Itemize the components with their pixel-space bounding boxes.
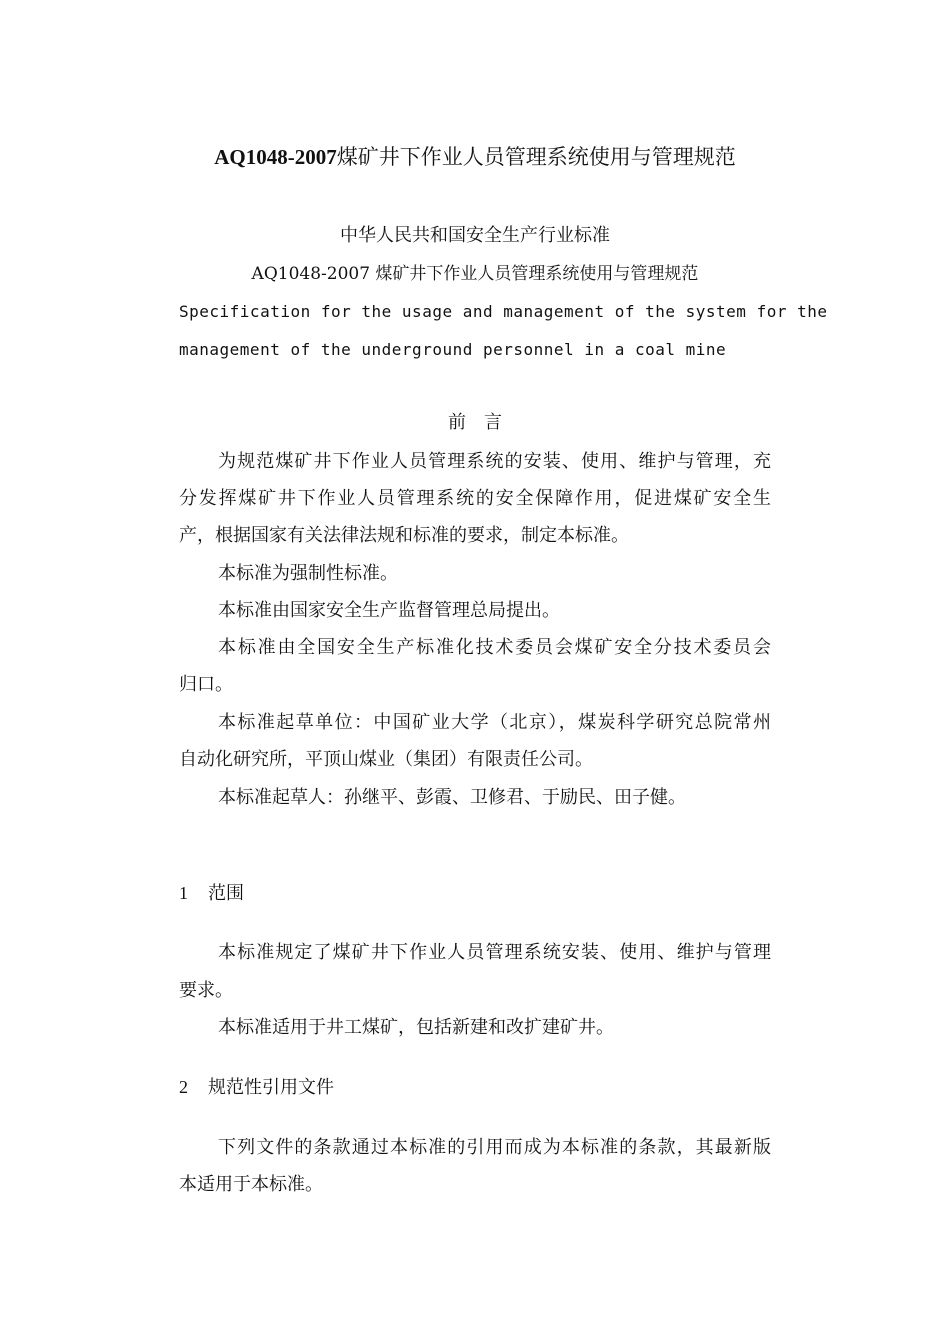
- section-1-heading: [179, 881, 244, 906]
- foreword-paragraph-5-line-2: 自动化研究所，平顶山煤业（集团）有限责任公司。: [179, 749, 593, 770]
- foreword-paragraph-4-line-2: 归口。: [179, 674, 233, 695]
- foreword-paragraph-1-line-1: 为规范煤矿井下作业人员管理系统的安装、使用、维护与管理，充: [218, 451, 771, 472]
- section-2-heading: [179, 1075, 334, 1100]
- english-title-line-2: management of the underground personnel in a coal mine: [179, 340, 727, 359]
- foreword-paragraph-3: 本标准由国家安全生产监督管理总局提出。: [218, 600, 560, 621]
- foreword-paragraph-5-line-1: 本标准起草单位：中国矿业大学（北京），煤炭科学研究总院常州: [218, 712, 771, 733]
- section-1-number: 1: [179, 883, 188, 903]
- english-title-line-1: Specification for the usage and management of the system for the: [179, 302, 828, 321]
- standard-title: AQ1048-2007 煤矿井下作业人员管理系统使用与管理规范: [251, 264, 699, 284]
- section-2-title: 规范性引用文件: [208, 1077, 334, 1098]
- foreword-paragraph-2: 本标准为强制性标准。: [218, 563, 398, 584]
- section-2-paragraph-1-line-2: 本适用于本标准。: [179, 1174, 323, 1195]
- title-text: 煤矿井下作业人员管理系统使用与管理规范: [336, 145, 736, 169]
- foreword-paragraph-1-line-2: 分发挥煤矿井下作业人员管理系统的安全保障作用，促进煤矿安全生: [179, 488, 771, 509]
- foreword-paragraph-6: 本标准起草人：孙继平、彭霞、卫修君、于励民、田子健。: [218, 787, 686, 808]
- section-1-paragraph-2: 本标准适用于井工煤矿，包括新建和改扩建矿井。: [218, 1017, 614, 1038]
- section-1-paragraph-1-line-1: 本标准规定了煤矿井下作业人员管理系统安装、使用、维护与管理: [218, 942, 771, 963]
- section-1-paragraph-1-line-2: 要求。: [179, 980, 233, 1001]
- standard-category: 中华人民共和国安全生产行业标准: [340, 225, 610, 246]
- section-1-title: 范围: [208, 883, 244, 904]
- title-standard-code: AQ1048-2007: [214, 145, 337, 169]
- foreword-heading: 前言: [448, 412, 520, 433]
- foreword-paragraph-4-line-1: 本标准由全国安全生产标准化技术委员会煤矿安全分技术委员会: [218, 637, 771, 658]
- foreword-paragraph-1-line-3: 产，根据国家有关法律法规和标准的要求，制定本标准。: [179, 525, 629, 546]
- section-2-number: 2: [179, 1077, 188, 1097]
- document-title: [0, 143, 950, 171]
- section-2-paragraph-1-line-1: 下列文件的条款通过本标准的引用而成为本标准的条款，其最新版: [218, 1137, 771, 1158]
